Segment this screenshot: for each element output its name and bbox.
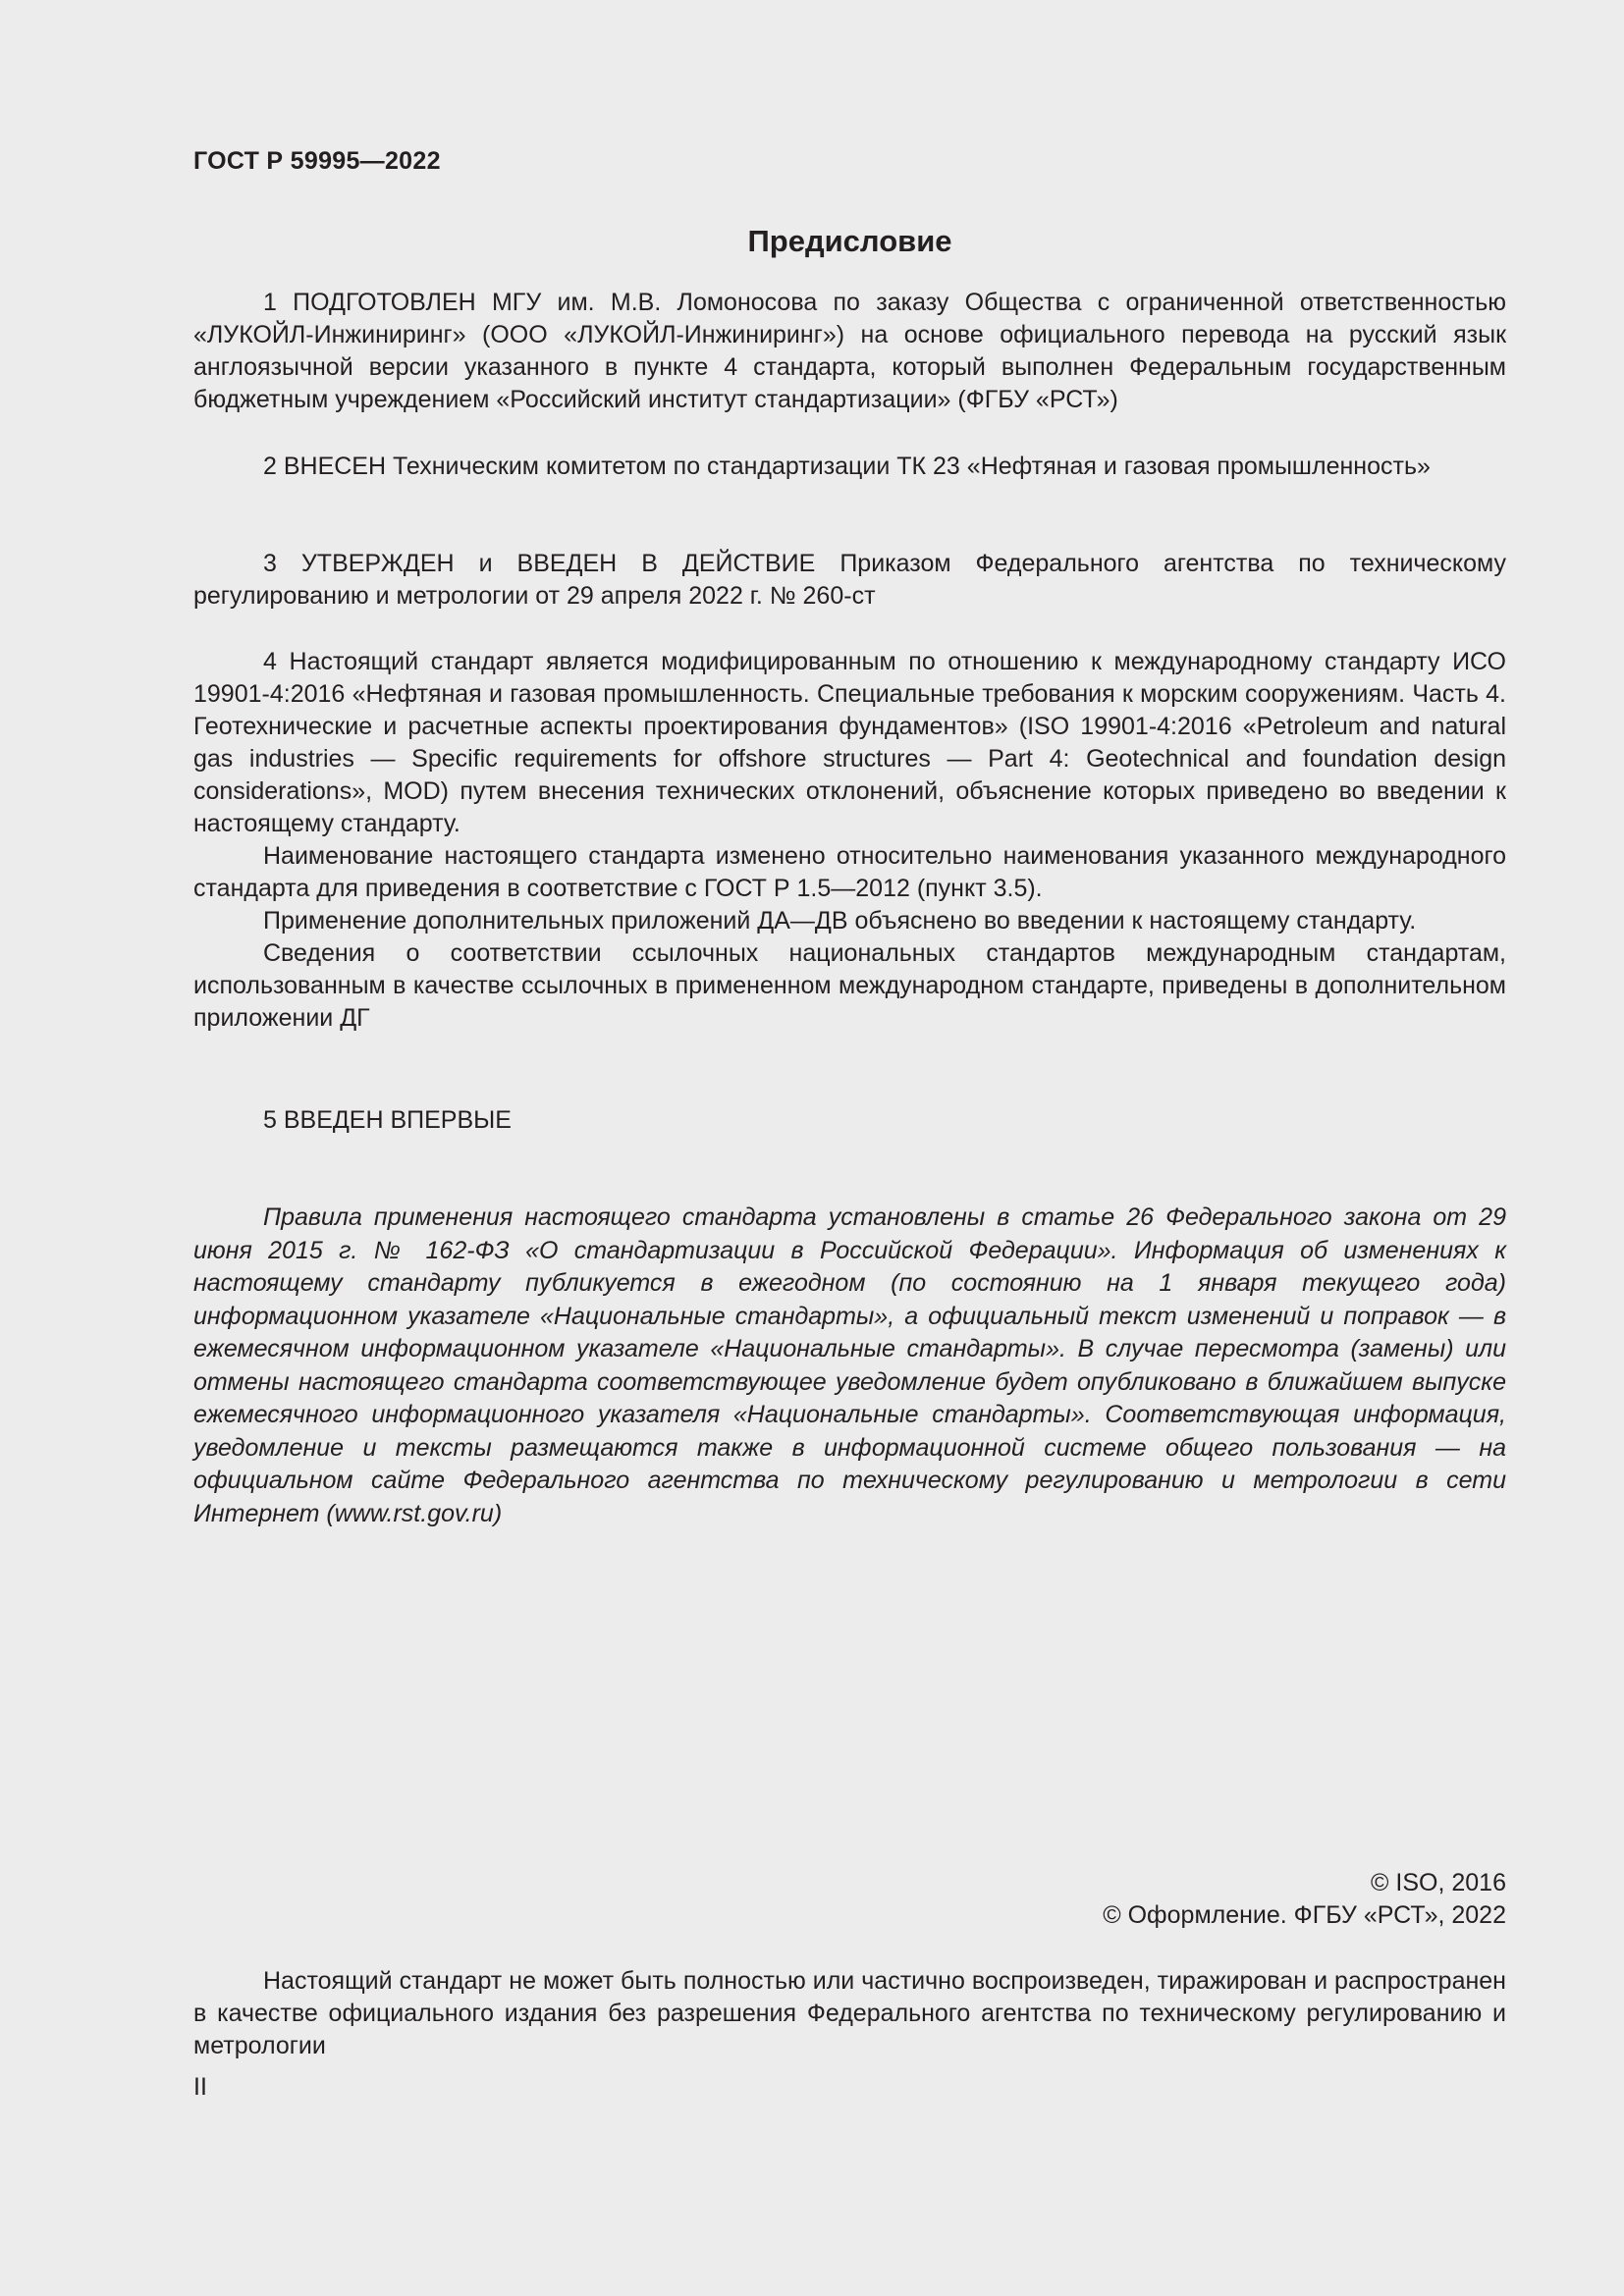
copyright-iso: © ISO, 2016 (1371, 1869, 1506, 1896)
foreword-item-4 (193, 646, 1506, 1035)
foreword-item-1 (193, 287, 1506, 416)
foreword-item-3 (193, 548, 1506, 613)
copyright-block (193, 1867, 1506, 1932)
foreword-item-3-text: 3 УТВЕРЖДЕН и ВВЕДЕН В ДЕЙСТВИЕ Приказом Федерального агентства по техническому регулированию и метрологии от 29 апреля 2022 г. № 260-ст (193, 550, 1506, 610)
copyright-rst: © Оформление. ФГБУ «РСТ», 2022 (1103, 1901, 1506, 1929)
rules-note: Правила применения настоящего стандарта установлены в статье 26 Федерального закона от 29 июня 2015 г. № 162-ФЗ «О стандартизации в Российской Федерации». Информация об изменениях к настоящему стандарту публикуется в ежегодном (по состоянию на 1 января текущего года) информационном указателе «Национальные стандарты», а официальный текст изменений и поправок — в ежемесячном информационном указателе «Национальные стандарты». В случае пересмотра (замены) или отмены настоящего стандарта соответствующее уведомление будет опубликовано в ближайшем выпуске ежемесячного информационного указателя «Национальные стандарты». Соответствующая информация, уведомление и тексты размещаются также в информационной системе общего пользования — на официальном сайте Федерального агентства по техническому регулированию и метрологии в сети Интернет (www.rst.gov.ru) (193, 1203, 1506, 1527)
foreword-item-5 (193, 1104, 1506, 1137)
foreword-item-4-text: 4 Настоящий стандарт является модифицированным по отношению к международному стандарту ИСО 19901-4:2016 «Нефтяная и газовая промышленность. Специальные требования к морским сооружениям. Часть 4. Геотехнические и расчетные аспекты проектирования фундаментов» (ISO 19901-4:2016 «Petroleum and natural gas industries — Specific requirements for offshore structures — Part 4: Geotechnical and foundation design considerations», MOD) путем внесения технических отклонений, объяснение которых приведено во введении к настоящему стандарту. (193, 648, 1506, 837)
foreword-item-4-paragraph-2: Наименование настоящего стандарта изменено относительно наименования указанного международного стандарта для приведения в соответствие с ГОСТ Р 1.5—2012 (пункт 3.5). (193, 842, 1506, 902)
foreword-item-2-text: 2 ВНЕСЕН Техническим комитетом по стандартизации ТК 23 «Нефтяная и газовая промышленность» (263, 453, 1431, 480)
page-number: II (193, 2073, 207, 2101)
page-title: Предисловие (747, 224, 952, 258)
document-code: ГОСТ Р 59995—2022 (193, 147, 441, 175)
foreword-item-4-paragraph-3: Применение дополнительных приложений ДА—ДВ объяснено во введении к настоящему стандарту. (263, 907, 1417, 934)
foreword-item-2 (193, 451, 1506, 483)
foreword-item-4-paragraph-4: Сведения о соответствии ссылочных национальных стандартов международным стандартам, использованным в качестве ссылочных в примененном международном стандарте, приведены в дополнительном приложении ДГ (193, 939, 1506, 1032)
foreword-item-1-text: 1 ПОДГОТОВЛЕН МГУ им. М.В. Ломоносова по заказу Общества с ограниченной ответственностью «ЛУКОЙЛ-Инжиниринг» (ООО «ЛУКОЙЛ-Инжиниринг») на основе официального перевода на русский язык англоязычной версии указанного в пункте 4 стандарта, который выполнен Федеральным государственным бюджетным учреждением «Российский институт стандартизации» (ФГБУ «РСТ») (193, 289, 1506, 413)
reproduction-notice: Настоящий стандарт не может быть полностью или частично воспроизведен, тиражирован и распространен в качестве официального издания без разрешения Федерального агентства по техническому регулированию и метрологии (193, 1967, 1506, 2059)
foreword-item-5-text: 5 ВВЕДЕН ВПЕРВЫЕ (263, 1106, 512, 1134)
document-page (193, 0, 1506, 2296)
